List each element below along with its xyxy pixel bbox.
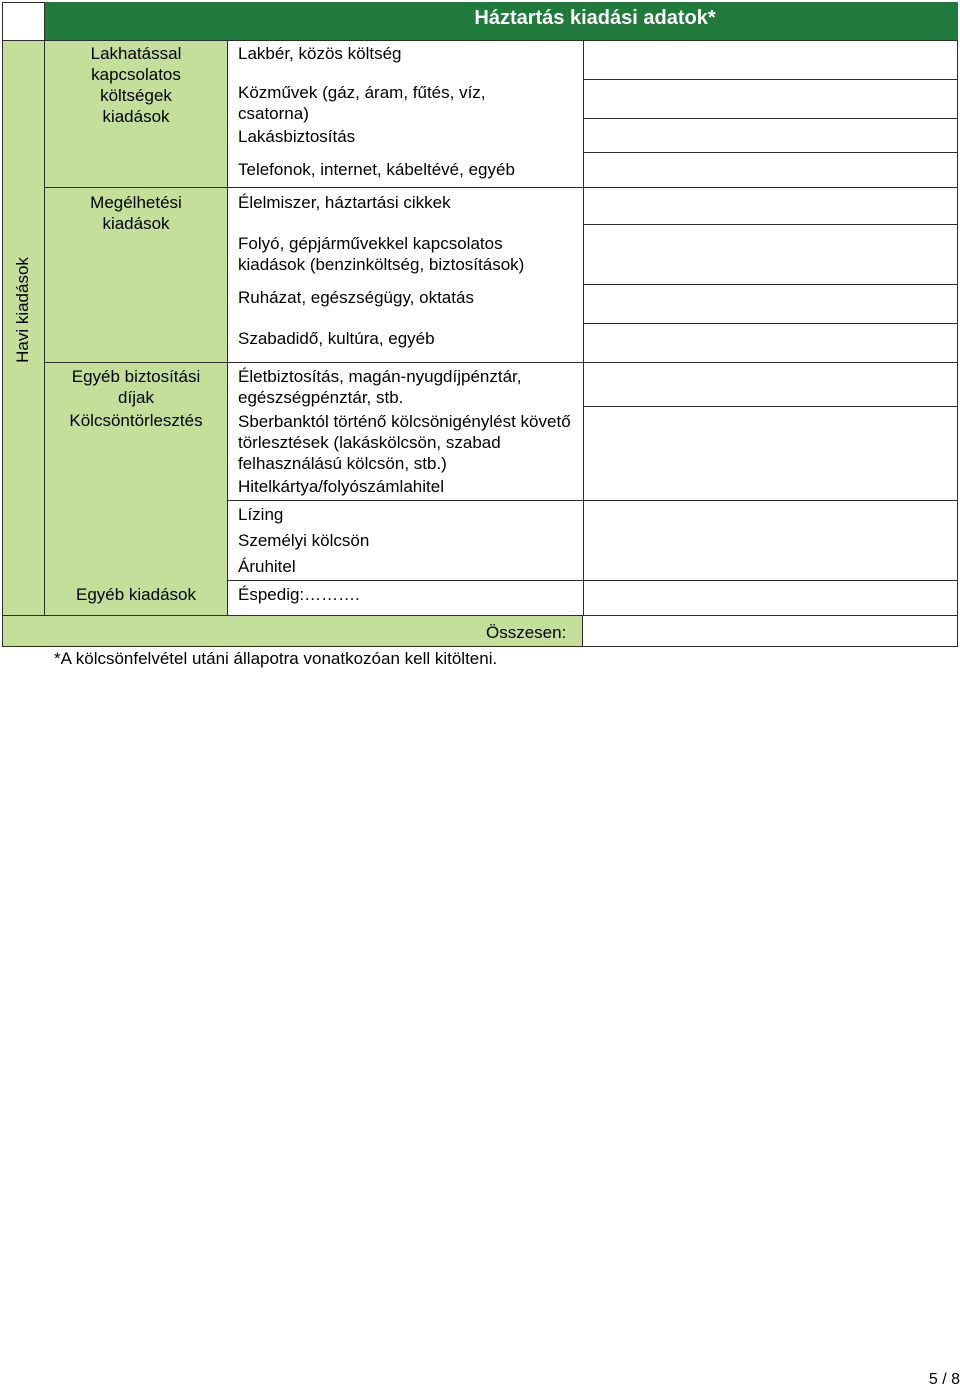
total-value-cell[interactable] — [582, 615, 958, 647]
row-label: Élelmiszer, háztartási cikkek — [238, 193, 451, 212]
row-label: Közművek (gáz, áram, fűtés, víz, csatorna) — [238, 83, 486, 123]
category-housing: Lakhatással kapcsolatos költségek kiadások — [90, 44, 182, 126]
value-cell[interactable] — [583, 152, 958, 188]
value-cell[interactable] — [583, 580, 958, 616]
row-label: Lakásbiztosítás — [238, 127, 356, 146]
category-other: Egyéb kiadások — [75, 585, 197, 604]
row-divider — [227, 500, 584, 501]
row-divider — [227, 362, 584, 363]
row-label: Szabadidő, kultúra, egyéb — [238, 329, 435, 348]
value-cell[interactable] — [583, 284, 958, 324]
side-label: Havi kiadások — [13, 257, 33, 363]
row-label: Lízing — [238, 505, 284, 524]
value-cell[interactable] — [583, 79, 958, 119]
row-label: Éspedig:………. — [238, 585, 360, 604]
row-label: Életbiztosítás, magán-nyugdíjpénztár, egészségpénztár, stb. — [238, 367, 522, 407]
value-cell[interactable] — [583, 187, 958, 225]
value-cell[interactable] — [583, 406, 958, 501]
category-loan-repayment: Kölcsöntörlesztés — [69, 411, 203, 430]
category-divider — [44, 187, 228, 188]
row-label: Ruházat, egészségügy, oktatás — [238, 288, 474, 307]
row-label: Sberbanktól történő kölcsönigénylést követő törlesztések (lakáskölcsön, szabad felhasználású kölcsön, stb.) — [238, 412, 571, 473]
footnote: *A kölcsönfelvétel utáni állapotra vonatkozóan kell kitölteni. — [54, 649, 498, 668]
row-label: Folyó, gépjárművekkel kapcsolatos kiadások (benzinköltség, biztosítások) — [238, 234, 525, 274]
value-cell[interactable] — [583, 323, 958, 363]
row-label: Áruhitel — [238, 557, 296, 576]
row-label: Személyi kölcsön — [238, 531, 370, 550]
row-label: Hitelkártya/folyószámlahitel — [238, 477, 444, 496]
value-cell[interactable] — [583, 40, 958, 80]
row-label: Lakbér, közös költség — [238, 44, 402, 63]
category-divider — [44, 362, 228, 363]
total-label: Összesen: — [486, 623, 567, 642]
category-living: Megélhetési kiadások — [90, 193, 182, 233]
row-label: Telefonok, internet, kábeltévé, egyéb — [238, 160, 515, 179]
value-cell[interactable] — [583, 362, 958, 407]
value-cell[interactable] — [583, 118, 958, 153]
top-left-corner-cell — [2, 2, 45, 41]
row-divider — [227, 187, 584, 188]
page-number: 5 / 8 — [928, 1371, 960, 1388]
category-insurance: Egyéb biztosítási díjak — [71, 367, 201, 407]
table-title: Háztartás kiadási adatok* — [474, 7, 716, 29]
value-cell[interactable] — [583, 500, 958, 581]
row-divider — [227, 580, 584, 581]
value-cell[interactable] — [583, 224, 958, 285]
